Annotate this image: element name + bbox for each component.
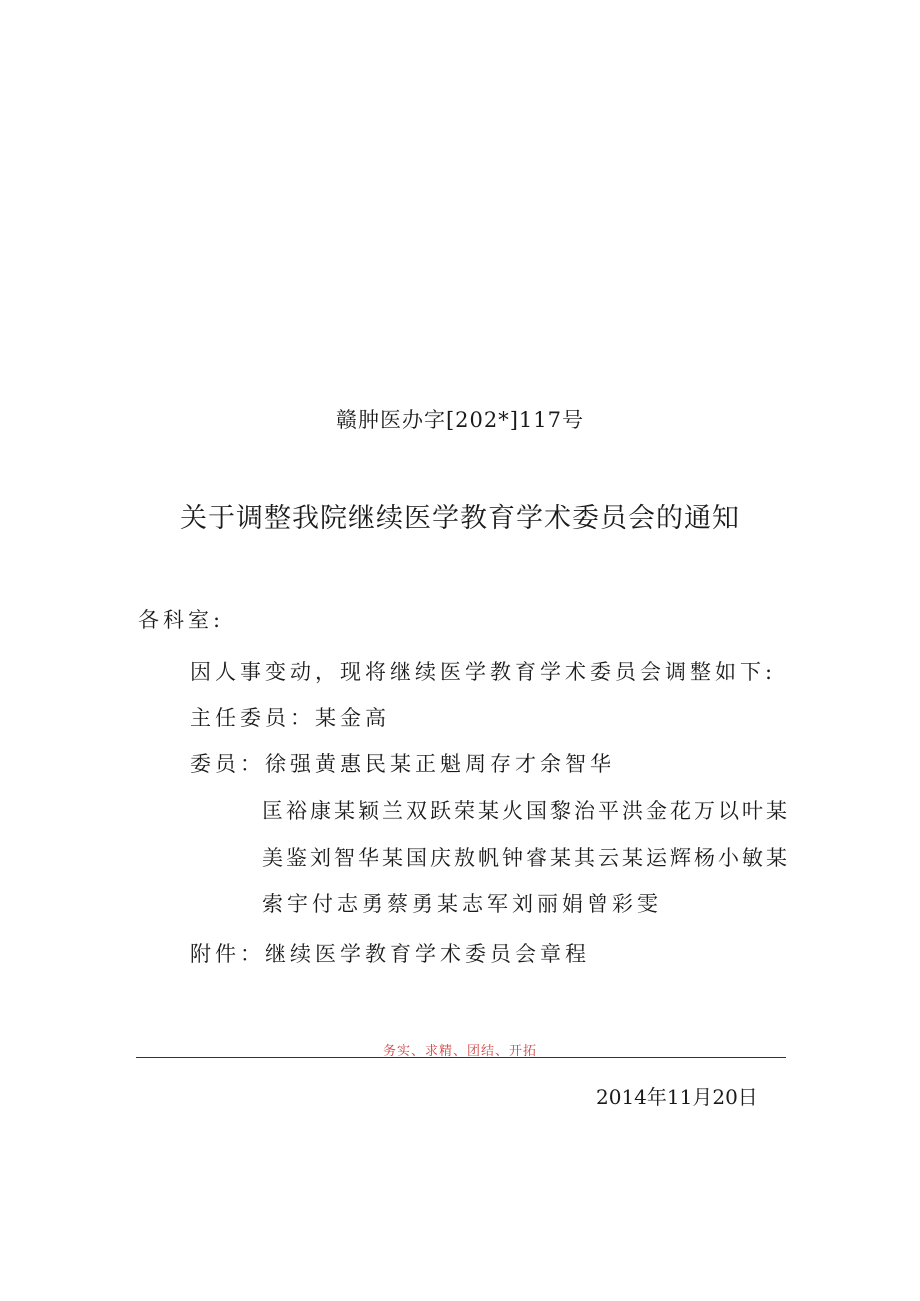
attachment-line: 附件：继续医学教育学术委员会章程 (190, 942, 590, 966)
motto-slogan: 务实、求精、团结、开拓 (382, 1044, 537, 1059)
document-date: 2014年11月20日 (596, 1085, 758, 1109)
footer-divider (136, 1057, 786, 1058)
intro-paragraph: 因人事变动，现将继续医学教育学术委员会调整如下: (190, 660, 777, 684)
members-line-4: 索宇付志勇蔡勇某志军刘丽娟曾彩雯 (262, 892, 662, 916)
members-line-1: 委员：徐强黄惠民某正魁周存才余智华 (190, 752, 615, 776)
chair-member: 主任委员：某金高 (190, 706, 390, 730)
document-number: 赣肿医办字[202*]117号 (335, 408, 585, 432)
members-line-3: 美鉴刘智华某国庆敖帆钟睿某其云某运辉杨小敏某 (262, 846, 790, 870)
document-title: 关于调整我院继续医学教育学术委员会的通知 (180, 503, 740, 534)
salutation: 各科室: (138, 608, 225, 632)
members-line-2: 匡裕康某颖兰双跃荣某火国黎治平洪金花万以叶某 (262, 799, 790, 823)
